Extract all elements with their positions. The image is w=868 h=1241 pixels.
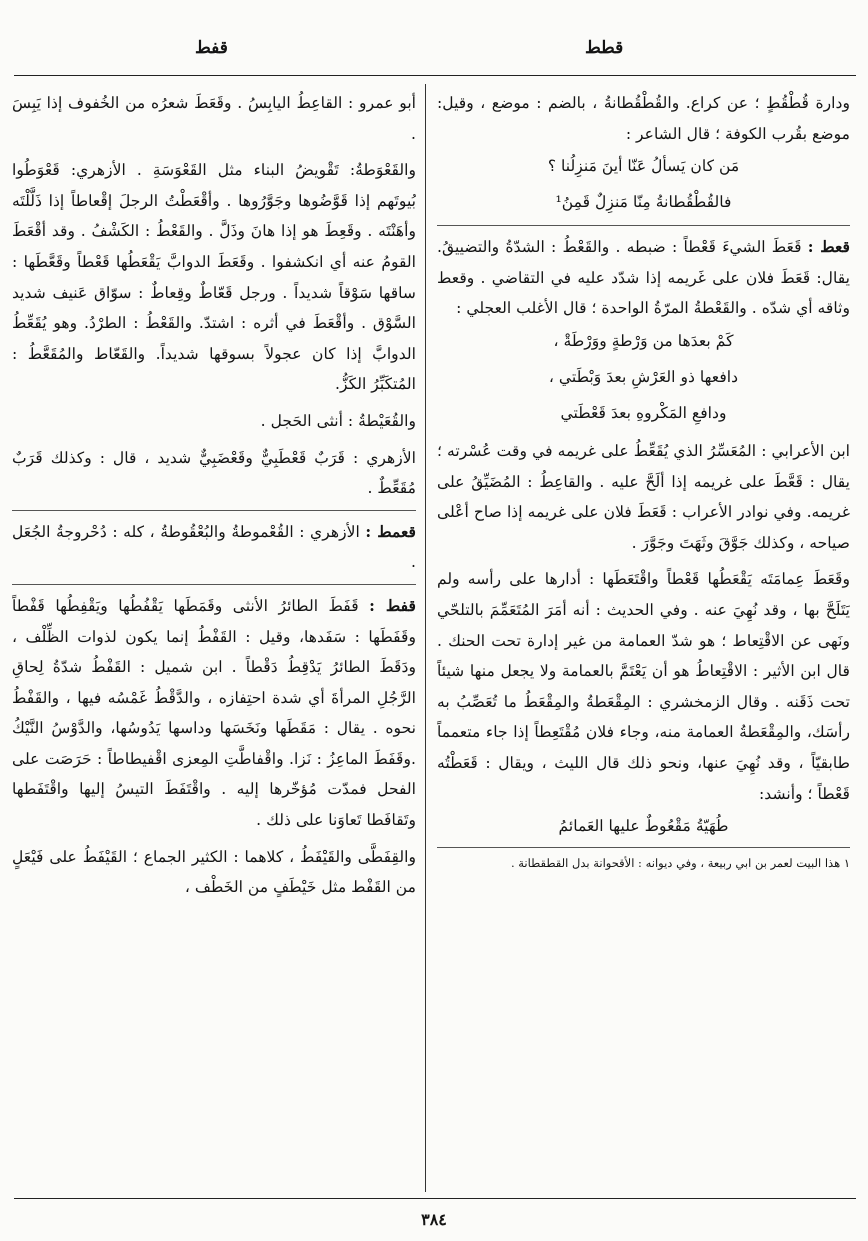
qmt-entry bbox=[12, 517, 416, 578]
abu-amr-paragraph: أبو عمرو : القاعِطُ اليابِسُ . وقَعَطَ شعرُه من الخُفوف إذا يَبِسَ . bbox=[12, 94, 416, 143]
imama-paragraph: وقَعَطَ عِمامَتَه يَقْعَطُها قَعْطاً واقْتَعَطَها : أدارها على رأسه ولم يَتَلَحَّ بها ، وقد نُهِيَ عنه . وفي الحديث : أنه أمَرَ المُتَعَمِّمَ بالتلحّي ونَهى عن الاقْتِعاط ؛ هو شدّ العمامة من غير إدارة تحت الحنك . قال ابن الأثير : الاقْتِعاطُ هو أن يَعْتَمَّ بالعمامة ولا يجعل منها شيئاً تحت ذَقَنه . وقال الزمخشري : المِقْعَطةُ والمِقْعَطُ ما تُعَصِّبُ به رأسَك، والمِقْعَطةُ العمامة منه، وجاء فلان مُقْتَعِطاً إذا جاء متعمماً طابقيّاً ، وقد نُهِيَ عنها، ونحو ذلك قال الليث ، ويقال : قَعَطْتُه قَعْطاً ؛ وأنشد: bbox=[437, 570, 850, 803]
quayta-paragraph: والقُعَيْطةُ : أنثى الحَجل . bbox=[260, 411, 416, 430]
entry-separator bbox=[12, 584, 416, 585]
verse-line: طُهَيّةُ مَقْعُوطٌ عليها العَمائمُ bbox=[558, 817, 729, 836]
qft-entry bbox=[12, 591, 416, 836]
verse-block-2 bbox=[437, 326, 850, 428]
qawta-paragraph: والقَعْوَطةُ: تَقْويضُ البناء مثل القَعْوَسَةِ . الأزهري: قَعْوَطُوا بُيوتَهم إذا قَوَّضُوها وجَوَّرُوها . وأقْعَطْتُ الرجلَ إقْعاطاً إذا ذَلَّلْتَه وأهَنْتَه . وقَعِطَ هو إذا هانَ وذَلَّ . والقَعْطُ : الكَشْفُ . وقد أقْعَطَ القومُ عنه أي انكشفوا . وقَعَطَ الدوابَّ يَقْعَطُها قَعْطاً وقَعَّطَها : ساقها سَوْقاً شديداً . ورجل قَعّاطٌ وقِعاطٌ : سوّاق عَنيف شديد السَّوْق . وأقْعَطَ في أثره : اشتدّ. والقَعْطُ : الطرْدُ. وهو يُقَعِّطُ الدوابَّ إذا كان عجولاً بسوقها شديداً. والقَعّاط والمُقَعَّطُ : المُتكَبِّرُ الكَزُّ. bbox=[12, 161, 416, 394]
verse-line: ودافعِ المَكْروهِ بعدَ قَعْطَتي bbox=[560, 403, 727, 422]
azhari-paragraph: الأزهري : قَرَبٌ قَعْطَبِيٌّ وقَعْضَبِيٌّ شديد ، قال : وكذلك قَرَبٌ مُقَعِّطٌ . bbox=[12, 448, 416, 498]
verse-line: مَن كان يَسألُ عَنّا أينَ مَنزِلُنا ؟ bbox=[547, 157, 740, 176]
footnote: ١ هذا البيت لعمر بن ابي ربيعة ، وفي ديوانه : الأقحوانة بدل القطقطانة . bbox=[437, 847, 850, 873]
right-column-headword: قطط bbox=[585, 38, 624, 58]
qat-text: قَعَطَ الشيءَ قَعْطاً : ضبطه . والقَعْطُ : الشدّةُ والتضييقُ. يقال: قَعَطَ فلان على غَريمه إذا شدّد عليه في التقاضي . وقعط وثاقه أي شدّه . والقَعْطةُ المرّةُ الواحدة ؛ قال الأغلب العجلي : bbox=[437, 238, 850, 318]
left-column-headword: قفط bbox=[195, 38, 228, 58]
entry-headword-qft: قفط : bbox=[369, 595, 416, 615]
entry-headword-qat: قعط : bbox=[807, 237, 850, 257]
verse-line: كَمْ بعدَها من وَرْطةٍ ووَرْطَةْ ، bbox=[553, 331, 734, 350]
verse-line: فالقُطْقُطانةُ مِنّا مَنزِلٌ قَمِنُ¹ bbox=[555, 193, 732, 212]
entry-separator bbox=[12, 510, 416, 511]
ibn-arabi-paragraph: ابن الأعرابي : المُعَسِّرُ الذي يُقَعِّطُ على غريمه في وقت عُسْرته ؛ يقال : قَعَّطَ على غريمه إذا ألَحَّ عليه . والقاعِطُ : المُضَيِّقُ على غريمه. وفي نوادر الأعراب : قَعَطَ فلان على غريمه إذا صاح أعْلى صياحه ، وكذلك جَوَّقَ وثَهَتَ وجَوَّرَ . bbox=[437, 441, 850, 552]
qtt-paragraph: ودارة قُطْقُطٍ ؛ عن كراع. والقُطْقُطانةُ ، بالضم : موضع ، وقيل: موضع بقُرب الكوفة ؛ قال الشاعر : bbox=[437, 94, 850, 143]
entry-separator bbox=[437, 225, 850, 226]
bottom-rule bbox=[14, 1198, 856, 1199]
top-rule bbox=[14, 75, 856, 76]
verse-line: دافعها ذو العَرْشِ بعدَ وَبْطَتي ، bbox=[548, 367, 739, 386]
entry-headword-qmt: قعمط : bbox=[365, 521, 416, 541]
qmt-text: الأزهري : القُعْموطةُ والبُعْقُوطةُ ، كله : دُحْروجةُ الجُعَل . bbox=[12, 522, 416, 572]
qft-text: قَفَطَ الطائرُ الأنثى وقَمَطَها يَقْفُطُها ويَقْفِطُها قَفْطاً وقَفَطَها : سَفَدها، وقيل : القَفْطُ إنما يكون لذوات الظِّلْف ، ودَقَطَ الطائرُ يَدْقِطُ دَقْطاً . ابن شميل : القَفْطُ شدّةُ لِحاقِ الرَّجُلِ المرأةَ أي شدة احتِفازه ، والدَّقْطُ غَمْسُه فيها ، والقَفْطُ نحوه . يقال : مَقَطَها ونَخَسَها وداسها يَدُوسُها، والدَّوْسُ النَّيْكُ .وقَفَطَ الماعِزُ : نَزا. واقْفاطَّتِ المِعزى اقْفيطاطاً : حَرَصَت على الفحل فمدّت مُؤخّرها إليه . واقْتَفَطَ التيسُ إليها واقْتَفَطها وتَقافَطا تَعاوَنا على ذلك . bbox=[12, 596, 416, 830]
page-number: ٣٨٤ bbox=[421, 1210, 447, 1229]
page-header bbox=[0, 38, 868, 68]
qifatta-paragraph: والقِفَطَّى والقَيْفَطُ ، كلاهما : الكثير الجماع ؛ القَيْفَطُ على فَيْعَلٍ من القَفْط مثل خَيْطَفٍ من الخَطْف ، bbox=[12, 847, 416, 897]
qat-entry bbox=[437, 232, 850, 324]
column-divider bbox=[425, 84, 426, 1192]
verse-block-1 bbox=[437, 151, 850, 217]
right-column bbox=[437, 88, 850, 1190]
left-column bbox=[12, 88, 416, 1190]
